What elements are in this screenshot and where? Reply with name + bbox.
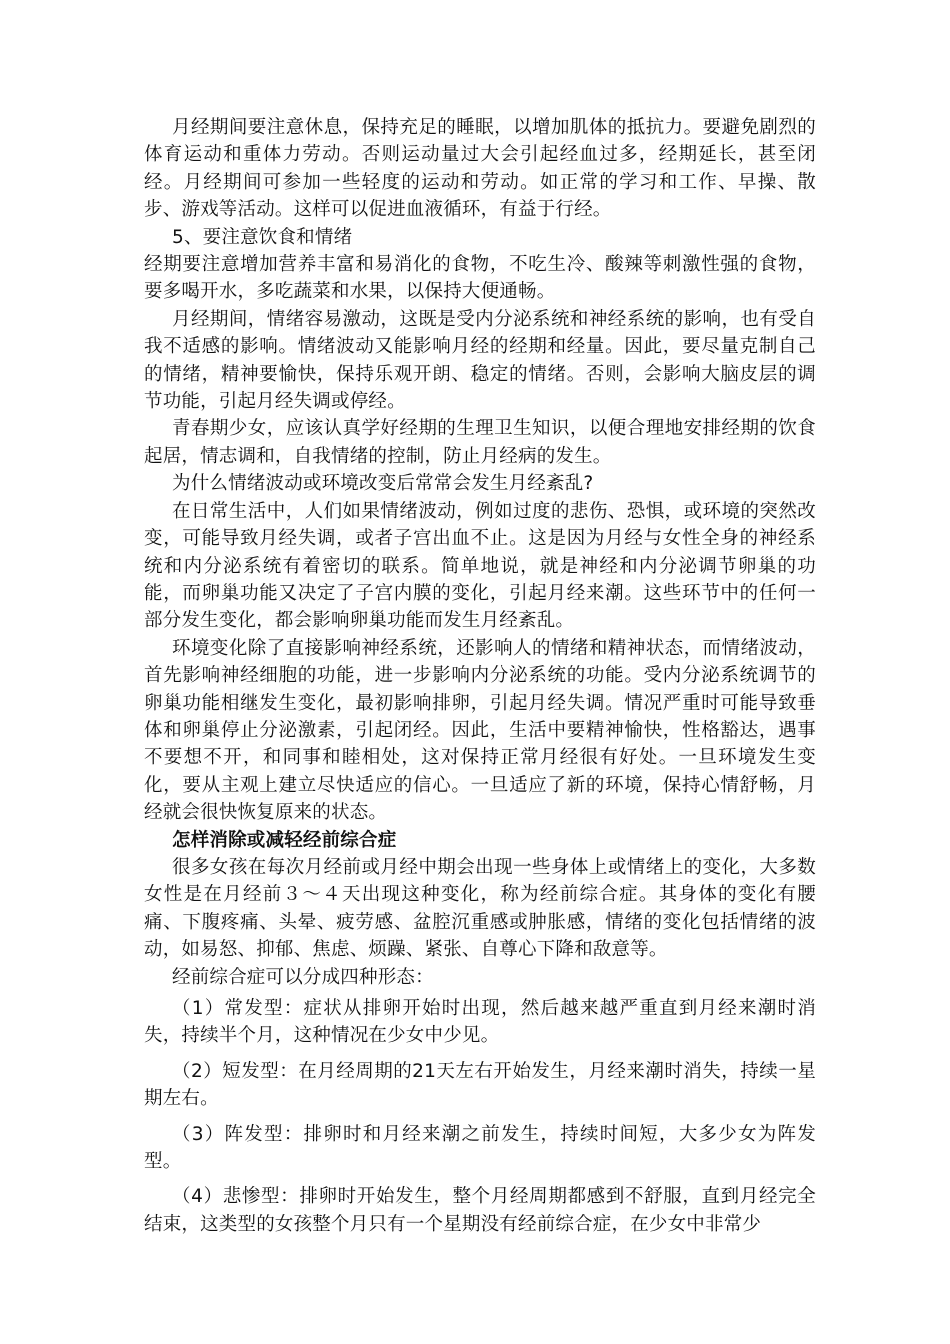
- document-page: [144, 114, 816, 1238]
- list-item-type-4: （4）悲惨型：排卵时开始发生，整个月经周期都感到不舒服，直到月经完全结束，这类型的女孩整个月只有一个星期没有经前综合症，在少女中非常少: [144, 1186, 816, 1235]
- list-item-type-1: （1）常发型：症状从排卵开始时出现，然后越来越严重直到月经来潮时消失，持续半个月，这种情况在少女中少见。: [144, 998, 816, 1047]
- paragraph-emotions: 月经期间，情绪容易激动，这既是受内分泌系统和神经系统的影响，也有受自我不适感的影响。情绪波动又能影响月经的经期和经量。因此，要尽量克制自己的情绪，精神要愉快，保持乐观开朗、稳定的情绪。否则，会影响大脑皮层的调节功能，引起月经失调或停经。: [144, 308, 816, 413]
- section-heading-diet-and-mood: 5、要注意饮食和情绪: [172, 226, 353, 248]
- section-heading-pms: 怎样消除或减轻经前综合症: [172, 829, 397, 851]
- paragraph-diet: 经期要注意增加营养丰富和易消化的食物，不吃生冷、酸辣等刺激性强的食物，要多喝开水，多吃蔬菜和水果，以保持大便通畅。: [144, 254, 816, 303]
- paragraph-rest-during-period: 月经期间要注意休息，保持充足的睡眠，以增加肌体的抵抗力。要避免剧烈的体育运动和重体力劳动。否则运动量过大会引起经血过多，经期延长，甚至闭经。月经期间可参加一些轻度的运动和劳动。如正常的学习和工作、早操、散步、游戏等活动。这样可以促进血液循环，有益于行经。: [144, 117, 816, 221]
- list-item-type-2: （2）短发型：在月经周期的21天左右开始发生，月经来潮时消失，持续一星期左右。: [144, 1060, 816, 1110]
- paragraph-pms-four-types: 经前综合症可以分成四种形态：: [172, 966, 434, 988]
- question-heading-menstrual-disorder: 为什么情绪波动或环境改变后常常会发生月经紊乱?: [172, 473, 594, 495]
- list-item-type-3: （3）阵发型：排卵时和月经来潮之前发生，持续时间短，大多少女为阵发型。: [144, 1123, 816, 1173]
- paragraph-adolescent-knowledge: 青春期少女，应该认真学好经期的生理卫生知识，以便合理地安排经期的饮食起居，情志调和，自我情绪的控制，防止月经病的发生。: [144, 418, 816, 467]
- paragraph-environment-changes: 环境变化除了直接影响神经系统，还影响人的情绪和精神状态，而情绪波动，首先影响神经细胞的功能，进一步影响内分泌系统的功能。受内分泌系统调节的卵巢功能相继发生变化，最初影响排卵，引起月经失调。情况严重时可能导致垂体和卵巢停止分泌激素，引起闭经。因此，生活中要精神愉快，性格豁达，遇事不要想不开，和同事和睦相处，这对保持正常月经很有好处。一旦环境发生变化，要从主观上建立尽快适应的信心。一旦适应了新的环境，保持心情舒畅，月经就会很快恢复原来的状态。: [144, 637, 816, 824]
- paragraph-pms-description: 很多女孩在每次月经前或月经中期会出现一些身体上或情绪上的变化，大多数女性是在月经前３～４天出现这种变化，称为经前综合症。其身体的变化有腰痛、下腹疼痛、头晕、疲劳感、盆腔沉重感或肿胀感，情绪的变化包括情绪的波动，如易怒、抑郁、焦虑、烦躁、紧张、自尊心下降和敌意等。: [144, 856, 816, 961]
- paragraph-daily-life-causes: 在日常生活中，人们如果情绪波动，例如过度的悲伤、恐惧，或环境的突然改变，可能导致月经失调，或者子宫出血不止。这是因为月经与女性全身的神经系统和内分泌系统有着密切的联系。简单地说，就是神经和内分泌调节卵巢的功能，而卵巢功能又决定了子宫内膜的变化，引起月经来潮。这些环节中的任何一部分发生变化，都会影响卵巢功能而发生月经紊乱。: [144, 500, 816, 632]
